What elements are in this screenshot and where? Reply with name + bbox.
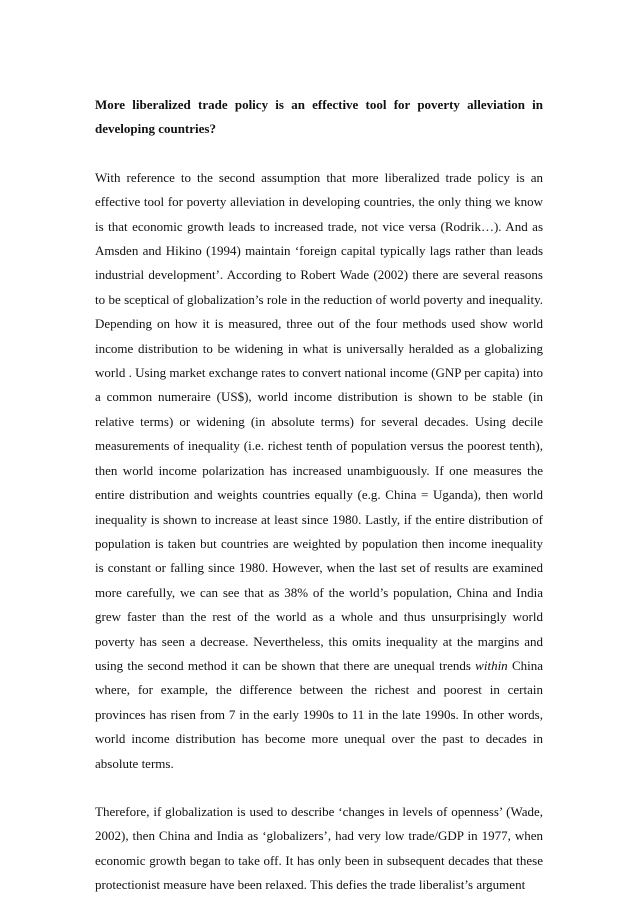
paragraph-1-emphasis: within	[475, 657, 508, 673]
paragraph-1-text-end: China where, for example, the difference between the richest and poorest in certain provinces has risen from 7 in the early 1990s to 11 in the late 1990s. In other words, world income distribution has become more unequal over the past to decades in absolute terms.	[95, 657, 544, 771]
body-paragraph-2: Therefore, if globalization is used to describe ‘changes in levels of openness’ (Wade, 2002), then China and India as ‘globalizers’, had very low trade/GDP in 1977, when economic growth began to take off. It has only been in subsequent decades that these protectionist measure have been relaxed. This defies the trade liberalist’s argument	[95, 803, 543, 893]
body-paragraph-1	[95, 166, 543, 776]
section-heading: More liberalized trade policy is an effective tool for poverty alleviation in developing countries?	[95, 97, 543, 137]
document-body	[95, 93, 543, 898]
paragraph-1-text-start: With reference to the second assumption that more liberalized trade policy is an effective tool for poverty alleviation in developing countries, the only thing we know is that economic growth leads to increased trade, not vice versa (Rodrik…). And as Amsden and Hikino (1994) maintain ‘foreign capital typically lags rather than leads industrial development’. According to Robert Wade (2002) there are several reasons to be sceptical of globalization’s role in the reduction of world poverty and inequality. Depending on how it is measured, three out of the four methods used show world income distribution to be widening in what is universally heralded as a globalizing world . Using market exchange rates to convert national income (GNP per capita) into a common numeraire (US$), world income distribution is shown to be stable (in relative terms) or widening (in absolute terms) for several decades. Using decile measurements of inequality (i.e. richest tenth of population versus the poorest tenth), then world income polarization has increased unambiguously. If one measures the entire distribution and weights countries equally (e.g. China = Uganda), then world inequality is shown to increase at least since 1980. Lastly, if the entire distribution of population is taken but countries are weighted by population then income inequality is constant or falling since 1980. However, when the last set of results are examined more carefully, we can see that as 38% of the world’s population, China and India grew faster than the rest of the world as a whole and thus unsurprisingly world poverty has seen a decrease. Nevertheless, this omits inequality at the margins and using the second method it can be shown that there are unequal trends	[95, 169, 543, 673]
